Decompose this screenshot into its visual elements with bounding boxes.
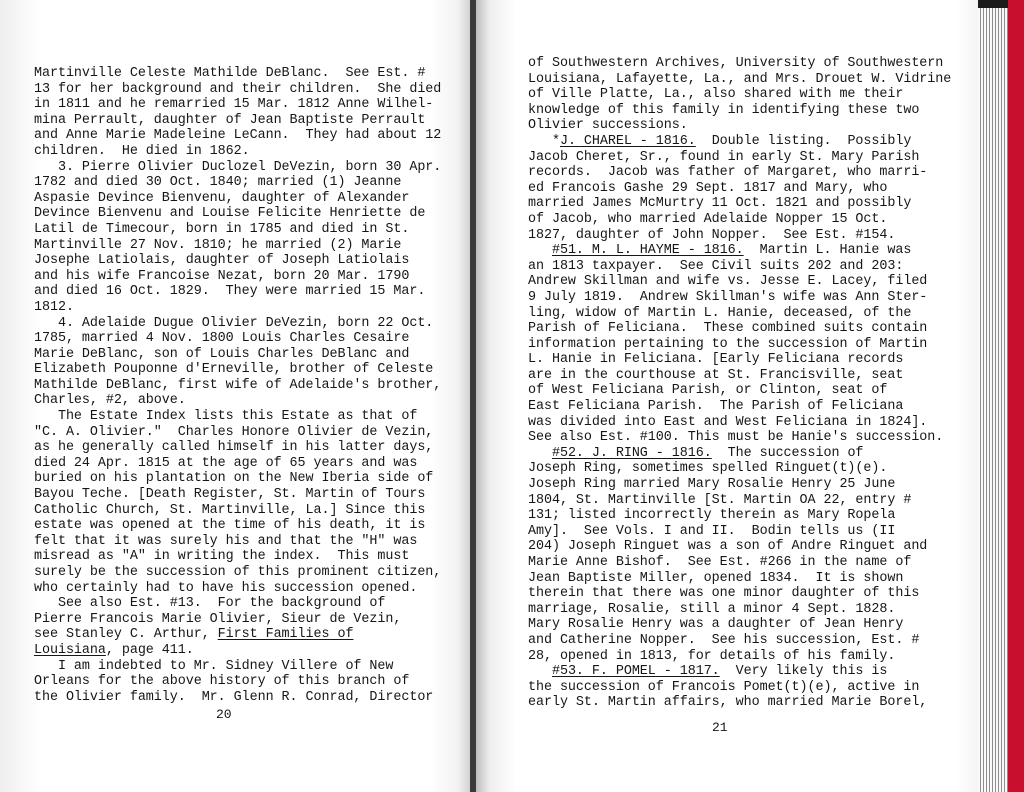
text-line <box>528 306 948 322</box>
text-segment: Charles, #2, above. <box>34 393 186 409</box>
text-line <box>528 446 948 462</box>
text-line <box>34 534 439 550</box>
text-segment: Joseph Ring, sometimes spelled Ringuet(t)(e). <box>528 461 888 477</box>
right-page <box>476 0 978 792</box>
text-line <box>34 238 439 254</box>
text-line <box>528 181 948 197</box>
text-line <box>528 87 948 103</box>
text-line <box>528 571 948 587</box>
text-line <box>528 477 948 493</box>
text-line <box>528 228 948 244</box>
text-segment: Latil de Timecour, born in 1785 and died in St. <box>34 221 410 237</box>
text-segment: buried on his plantation on the New Iberia side of <box>34 471 434 487</box>
text-line <box>34 690 439 706</box>
text-line <box>528 430 948 446</box>
text-segment: and his wife Francoise Nezat, born 20 Mar. 1790 <box>34 268 410 284</box>
text-line <box>528 259 948 275</box>
text-segment <box>528 446 552 461</box>
text-line <box>528 274 948 290</box>
text-segment: married James McMurtry 11 Oct. 1821 and possibly <box>528 196 912 212</box>
text-segment <box>528 664 552 679</box>
text-line <box>528 493 948 509</box>
text-segment: Catholic Church, St. Martinville, La.] Since this <box>34 502 426 518</box>
text-line <box>34 612 439 628</box>
text-line <box>528 649 948 665</box>
cover-edge <box>1008 0 1024 792</box>
text-segment: 3. Pierre Olivier Duclozel DeVezin, born 30 Apr. <box>34 159 442 175</box>
right-page-text <box>528 56 952 711</box>
text-line <box>528 165 948 181</box>
text-segment: mina Perrault, daughter of Jean Baptiste Perrault <box>34 112 426 128</box>
text-line <box>528 103 948 119</box>
text-line <box>34 627 439 643</box>
text-line <box>528 352 948 368</box>
text-segment: who certainly had to have his succession opened. <box>34 580 418 596</box>
text-segment: Double listing. Possibly <box>695 133 912 149</box>
text-segment: was divided into East and West Feliciana in 1824]. <box>528 414 928 430</box>
text-segment: Marie DeBlanc, son of Louis Charles DeBlanc and <box>34 346 410 362</box>
text-line <box>528 617 948 633</box>
text-segment: 1812. <box>34 299 74 315</box>
text-segment: Devince Bienvenu and Louise Felicite Henriette de <box>34 206 426 222</box>
text-line <box>528 56 948 72</box>
text-line <box>34 113 439 129</box>
text-segment: 204) Joseph Ringuet was a son of Andre Ringuet and <box>528 539 928 555</box>
text-line <box>34 393 439 409</box>
underlined-heading: #51. M. L. HAYME - 1816. <box>551 243 744 259</box>
text-segment: as he generally called himself in his latter days, <box>34 440 434 456</box>
text-line <box>34 456 439 472</box>
text-line <box>528 524 948 540</box>
text-segment: an 1813 taxpayer. See Civil suits 202 and 203: <box>528 258 904 274</box>
text-segment: , page 411. <box>105 642 194 658</box>
text-line <box>34 674 439 690</box>
text-segment: 9 July 1819. Andrew Skillman's wife was Ann Ster- <box>528 289 928 305</box>
text-line <box>528 695 948 711</box>
text-line <box>34 128 442 144</box>
text-line <box>34 191 439 207</box>
text-segment: "C. A. Olivier." Charles Honore Olivier de Vezin, <box>34 424 434 440</box>
text-line <box>34 159 442 176</box>
page-edges <box>978 8 1008 792</box>
text-segment: in 1811 and he remarried 15 Mar. 1812 Anne Wilhel- <box>34 97 434 113</box>
text-line <box>34 253 439 269</box>
text-line <box>34 300 439 316</box>
text-segment: * <box>528 133 560 149</box>
text-line <box>34 471 439 487</box>
right-page-number: 21 <box>712 720 728 735</box>
text-segment: records. Jacob was father of Margaret, who marri- <box>528 165 928 181</box>
left-page <box>0 0 473 792</box>
text-segment: Marie Anne Bishof. See Est. #266 in the name of <box>528 555 912 570</box>
text-segment: ed Francois Gashe 29 Sept. 1817 and Mary, who <box>528 180 888 196</box>
text-segment: of West Feliciana Parish, or Clinton, seat of <box>528 383 888 399</box>
text-segment: ling, widow of Martin L. Hanie, deceased, of the <box>528 305 912 321</box>
text-segment: Amy]. See Vols. I and II. Bodin tells us (II <box>528 523 896 539</box>
text-segment: Bayou Teche. [Death Register, St. Martin of Tours <box>34 487 426 503</box>
underlined-heading: #53. F. POMEL - 1817. <box>551 664 720 680</box>
text-segment: Mary Rosalie Henry was a daughter of Jean Henry <box>528 617 904 633</box>
text-segment: Elizabeth Pouponne d'Erneville, brother of Celeste <box>34 362 434 378</box>
text-segment: Jean Baptiste Miller, opened 1834. It is shown <box>528 570 904 586</box>
text-line <box>34 581 439 597</box>
text-segment: L. Hanie in Feliciana. [Early Feliciana records <box>528 352 904 368</box>
text-segment: Olivier successions. <box>528 118 688 134</box>
text-line <box>528 555 948 571</box>
text-segment: felt that it was surely his and that the "H" was <box>34 533 418 549</box>
underlined-heading: First Families of <box>217 627 354 643</box>
text-segment: therein that there was one minor daughter of this <box>528 586 920 602</box>
text-line <box>528 415 948 431</box>
text-line <box>34 66 439 82</box>
text-segment: Joseph Ring married Mary Rosalie Henry 25 June <box>528 477 896 493</box>
text-line <box>528 383 948 399</box>
text-segment: the succession of Francois Pomet(t)(e), active in <box>528 679 920 695</box>
text-line <box>528 586 948 602</box>
text-segment: 1785, married 4 Nov. 1800 Louis Charles Cesaire <box>34 331 410 347</box>
text-line <box>528 290 948 306</box>
text-segment: the Olivier family. Mr. Glenn R. Conrad, Director <box>34 689 434 705</box>
text-line <box>528 321 948 337</box>
text-line <box>34 284 439 300</box>
text-line <box>528 680 948 696</box>
text-segment: See also Est. #100. This must be Hanie's succession. <box>528 430 944 446</box>
underlined-heading: Louisiana <box>34 642 106 658</box>
text-line <box>34 440 439 456</box>
text-line <box>528 118 948 134</box>
text-segment: Louisiana, Lafayette, La., and Mrs. Drouet W. Vidrine <box>528 71 952 87</box>
text-segment: Very likely this is <box>719 664 888 680</box>
text-segment: Jacob Cheret, Sr., found in early St. Mary Parish <box>528 149 920 165</box>
text-line <box>34 222 439 238</box>
text-segment: See also Est. #13. For the background of <box>34 596 386 612</box>
text-line <box>34 362 439 378</box>
text-segment: Martinville Celeste Mathilde DeBlanc. See Est. # <box>34 66 426 81</box>
text-segment: of Ville Platte, La., also shared with me their <box>528 87 904 103</box>
text-line <box>34 659 439 675</box>
underlined-heading: #52. J. RING - 1816. <box>551 445 712 461</box>
text-segment: 1782 and died 30 Oct. 1840; married (1) Jeanne <box>34 175 402 191</box>
text-segment: 13 for her background and their children. She died <box>34 81 442 97</box>
text-segment: 1804, St. Martinville [St. Martin OA 22, entry # <box>528 492 912 508</box>
text-line <box>528 134 948 150</box>
text-segment: Pierre Francois Marie Olivier, Sieur de Vezin, <box>34 611 402 627</box>
text-segment: Martin L. Hanie was <box>743 243 912 259</box>
text-line <box>34 487 439 503</box>
text-segment: 1827, daughter of John Nopper. See Est. #154. <box>528 227 896 243</box>
text-line <box>34 331 439 347</box>
text-segment: Martinville 27 Nov. 1810; he married (2) Marie <box>34 237 402 253</box>
text-segment: 131; listed incorrectly therein as Mary Ropela <box>528 508 896 524</box>
text-line <box>34 643 439 659</box>
text-line <box>34 144 439 160</box>
text-segment: The succession of <box>711 445 864 461</box>
left-page-number: 20 <box>216 707 232 722</box>
text-segment: see Stanley C. Arthur, <box>34 627 218 643</box>
text-line <box>528 399 948 415</box>
text-line <box>528 539 948 555</box>
text-line <box>34 425 439 441</box>
text-line <box>528 150 948 166</box>
text-segment: misread as "A" in writing the index. This must <box>34 549 410 565</box>
text-line <box>34 347 439 363</box>
text-segment: of Jacob, who married Adelaide Nopper 15 Oct. <box>528 211 888 227</box>
text-segment: surely be the succession of this prominent citizen, <box>34 565 442 580</box>
text-segment: and died 16 Oct. 1829. They were married 15 Mar. <box>34 284 426 300</box>
text-segment: Josephe Latiolais, daughter of Joseph Latiolais <box>34 253 410 269</box>
text-line <box>34 503 439 519</box>
text-segment: estate was opened at the time of his death, it is <box>34 518 426 534</box>
underlined-heading: J. CHAREL - 1816. <box>559 133 696 149</box>
text-line <box>528 196 948 212</box>
text-line <box>34 175 439 191</box>
text-line <box>528 71 952 88</box>
text-line <box>528 337 948 353</box>
text-segment: died 24 Apr. 1815 at the age of 65 years and was <box>34 455 418 471</box>
text-line <box>528 602 948 618</box>
text-line <box>528 633 948 649</box>
text-segment: The Estate Index lists this Estate as that of <box>34 409 418 425</box>
text-segment: marriage, Rosalie, still a minor 4 Sept. 1828. <box>528 601 896 617</box>
text-segment: information pertaining to the succession of Martin <box>528 336 928 352</box>
text-segment: 4. Adelaide Dugue Olivier DeVezin, born 22 Oct. <box>34 315 434 331</box>
text-line <box>528 243 948 259</box>
text-line <box>34 518 439 534</box>
text-line <box>34 377 442 394</box>
text-line <box>528 368 948 384</box>
text-line <box>34 269 439 285</box>
text-line <box>34 596 439 612</box>
text-segment <box>528 243 552 258</box>
text-segment: of Southwestern Archives, University of Southwestern <box>528 56 944 71</box>
text-line <box>528 461 948 477</box>
text-segment: and Catherine Nopper. See his succession, Est. # <box>528 632 920 648</box>
left-page-text <box>34 66 442 705</box>
text-segment: are in the courthouse at St. Francisville, seat <box>528 367 904 383</box>
text-segment: Andrew Skillman and wife vs. Jesse E. Lacey, filed <box>528 274 928 290</box>
text-line <box>34 316 439 332</box>
text-line <box>528 508 948 524</box>
text-segment: children. He died in 1862. <box>34 143 250 159</box>
text-line <box>34 206 439 222</box>
text-line <box>34 81 442 98</box>
text-segment: East Feliciana Parish. The Parish of Feliciana <box>528 399 904 415</box>
text-line <box>34 549 439 565</box>
text-segment: knowledge of this family in identifying these two <box>528 102 920 118</box>
text-segment: early St. Martin affairs, who married Marie Borel, <box>528 695 928 711</box>
text-line <box>34 409 439 425</box>
text-segment: Mathilde DeBlanc, first wife of Adelaide's brother, <box>34 377 442 393</box>
text-segment: 28, opened in 1813, for details of his family. <box>528 648 896 664</box>
text-line <box>34 97 439 113</box>
text-segment: Aspasie Devince Bienvenu, daughter of Alexander <box>34 190 410 206</box>
text-line <box>34 565 442 581</box>
text-segment: Parish of Feliciana. These combined suits contain <box>528 321 928 337</box>
text-segment: and Anne Marie Madeleine LeCann. They had about 12 <box>34 128 442 144</box>
text-line <box>528 664 948 680</box>
text-line <box>528 212 948 228</box>
text-segment: I am indebted to Mr. Sidney Villere of New <box>34 658 394 674</box>
text-segment: Orleans for the above history of this branch of <box>34 674 410 690</box>
